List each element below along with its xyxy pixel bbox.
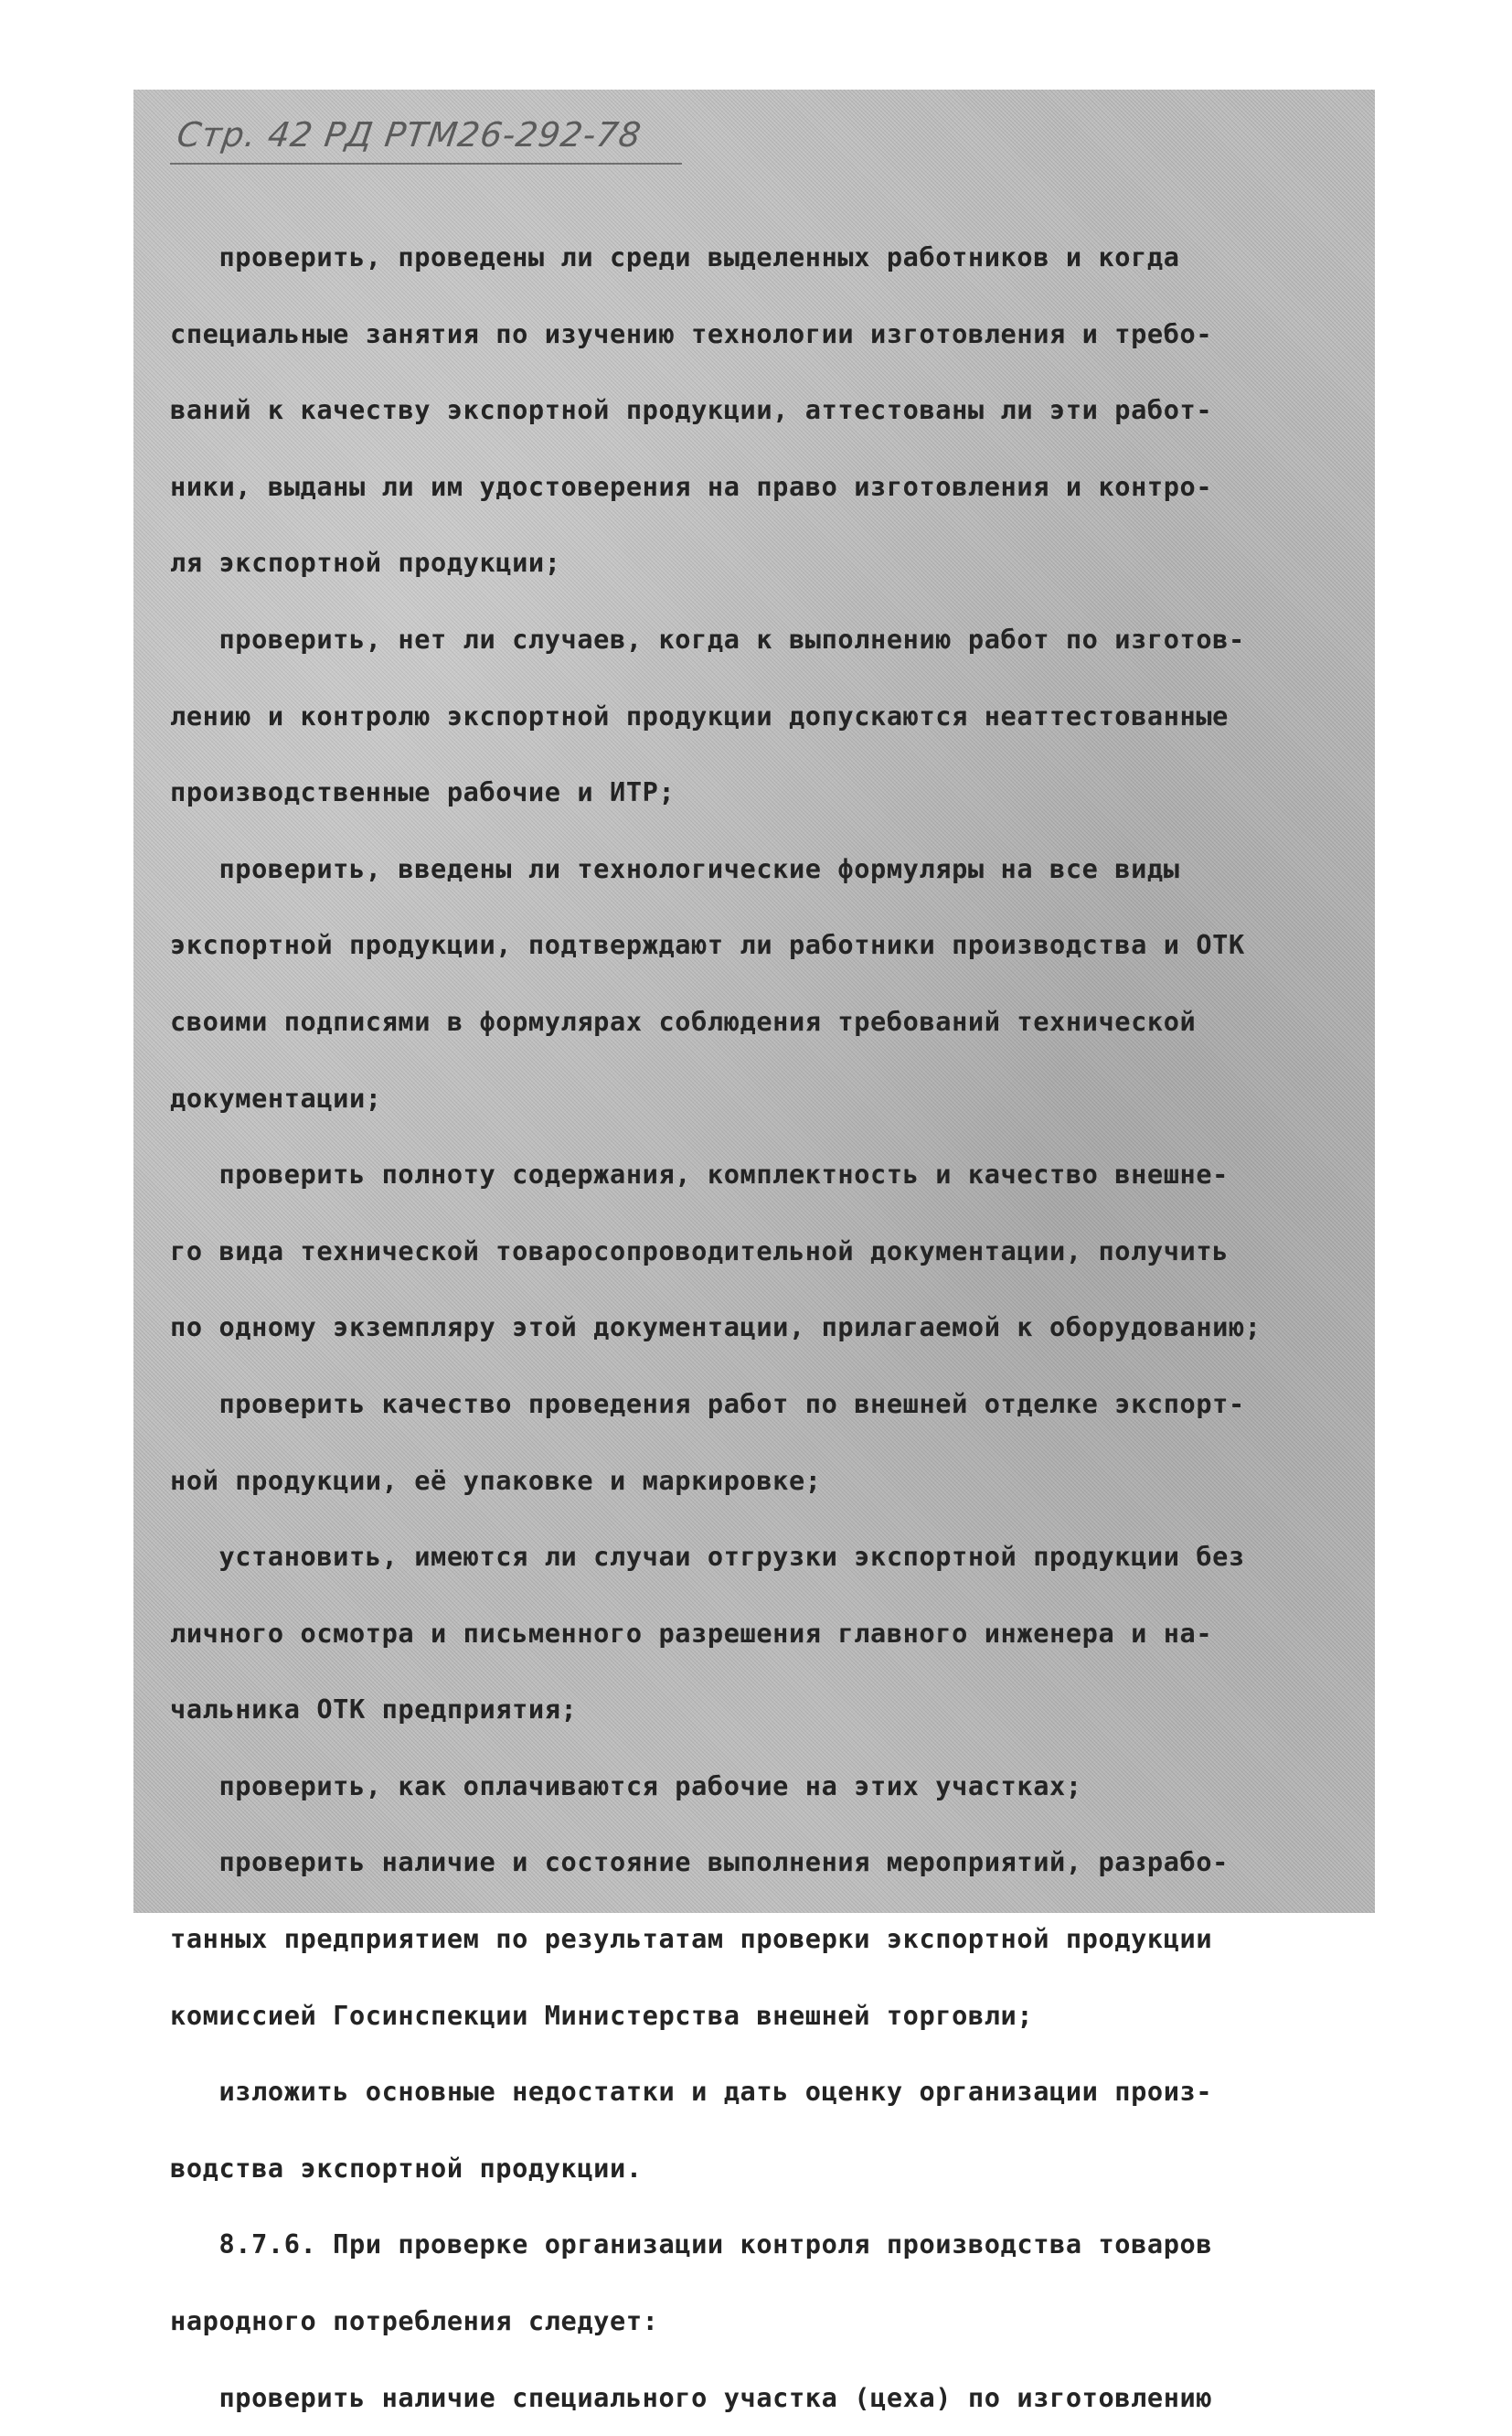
text-line: лению и контролю экспортной продукции допускаются неаттестованные bbox=[170, 700, 1229, 732]
text-line: водства экспортной продукции. bbox=[170, 2152, 643, 2184]
text-line: проверить качество проведения работ по внешней отделке экспорт- bbox=[170, 1387, 1245, 1419]
text-line: экспортной продукции, подтверждают ли работники производства и ОТК bbox=[170, 929, 1245, 961]
text-line: ной продукции, её упаковке и маркировке; bbox=[170, 1464, 822, 1496]
text-line: установить, имеются ли случаи отгрузки экспортной продукции без bbox=[170, 1541, 1245, 1573]
header-underline bbox=[170, 163, 682, 165]
text-line: народного потребления следует: bbox=[170, 2305, 659, 2337]
document-body bbox=[170, 219, 1355, 2436]
text-line: проверить, проведены ли среди выделенных работников и когда bbox=[170, 241, 1180, 272]
text-line: чальника ОТК предприятия; bbox=[170, 1693, 578, 1726]
text-line: ля экспортной продукции; bbox=[170, 547, 561, 579]
text-line: го вида технической товаросопроводительной документации, получить bbox=[170, 1234, 1229, 1266]
text-line: производственные рабочие и ИТР; bbox=[170, 776, 676, 808]
text-line: проверить, как оплачиваются рабочие на этих участках; bbox=[170, 1769, 1082, 1801]
text-line: личного осмотра и письменного разрешения главного инженера и на- bbox=[170, 1617, 1213, 1649]
text-line: ваний к качеству экспортной продукции, аттестованы ли эти работ- bbox=[170, 394, 1213, 426]
text-line: 8.7.6. При проверке организации контроля производства товаров bbox=[170, 2228, 1213, 2260]
text-line: проверить наличие и состояние выполнения мероприятий, разрабо- bbox=[170, 1846, 1229, 1878]
text-line: комиссией Госинспекции Министерства внешней торговли; bbox=[170, 1999, 1034, 2031]
text-line: специальные занятия по изучению технологии изготовления и требо- bbox=[170, 317, 1213, 349]
text-line: документации; bbox=[170, 1082, 382, 1114]
text-line: проверить, введены ли технологические формуляры на все виды bbox=[170, 852, 1180, 884]
text-line: по одному экземпляру этой документации, прилагаемой к оборудованию; bbox=[170, 1311, 1262, 1343]
text-line: изложить основные недостатки и дать оценку организации произ- bbox=[170, 2076, 1213, 2108]
scanned-page bbox=[133, 90, 1375, 2413]
text-line: проверить наличие специального участка (цеха) по изготовлению bbox=[170, 2381, 1213, 2413]
page-reference-header: Стр. 42 РД РТМ26-292-78 bbox=[174, 115, 644, 155]
text-line: проверить, нет ли случаев, когда к выполнению работ по изготов- bbox=[170, 623, 1245, 655]
text-line: своими подписями в формулярах соблюдения требований технической bbox=[170, 1005, 1197, 1037]
text-line: проверить полноту содержания, комплектность и качество внешне- bbox=[170, 1159, 1229, 1191]
text-line: танных предприятием по результатам проверки экспортной продукции bbox=[170, 1923, 1213, 1955]
text-line: ники, выданы ли им удостоверения на право изготовления и контро- bbox=[170, 470, 1213, 502]
